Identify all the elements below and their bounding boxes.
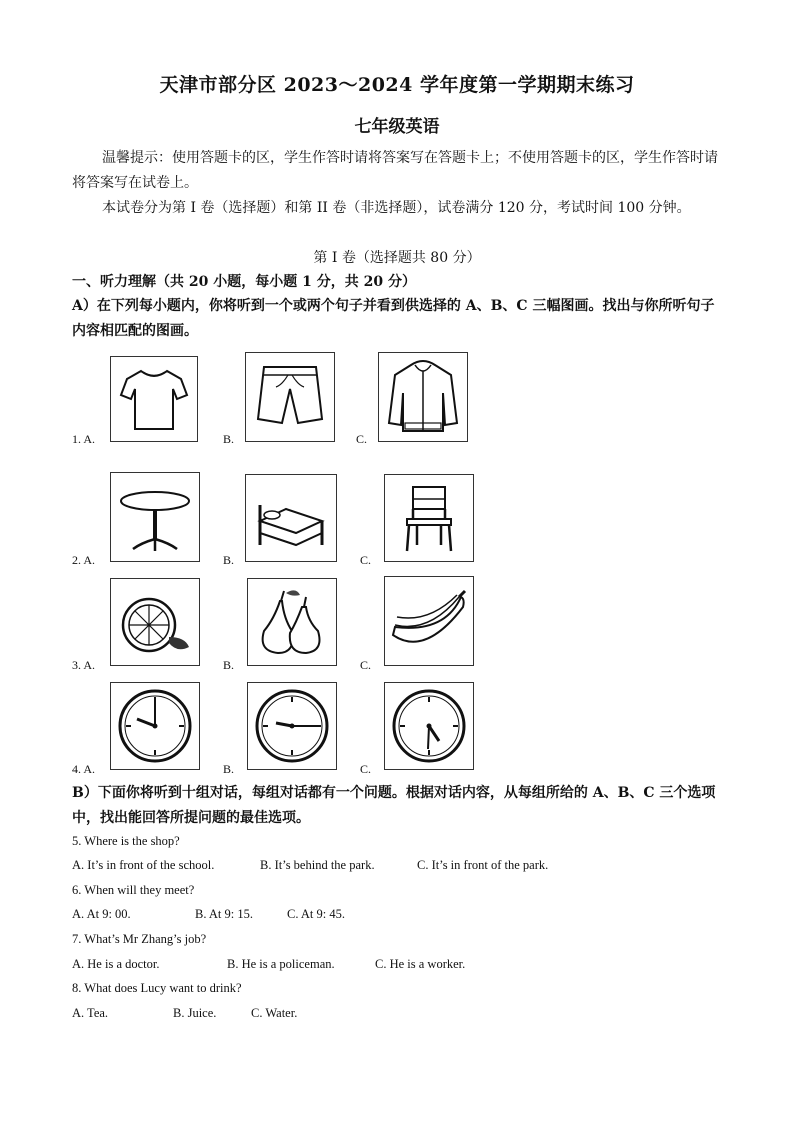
shorts-icon (246, 353, 334, 441)
notice-tip: 温馨提示：使用答题卡的区，学生作答时请将答案写在答题卡上；不使用答题卡的区，学生作答时请将答案写在试卷上。 (72, 150, 718, 191)
q1-label-b: B. (223, 432, 235, 446)
pear-icon (248, 579, 336, 665)
clock-icon (385, 683, 473, 769)
banana-icon (385, 577, 473, 665)
listening-section-title: 一、听力理解（共 20 小题，每小题 1 分，共 20 分） (72, 274, 416, 290)
question-8: 8. What does Lucy want to drink? (72, 981, 242, 995)
q1-label-c: C. (356, 432, 368, 446)
q2-picture-a[interactable] (110, 472, 200, 562)
q8-option-c: C. Water. (251, 1006, 298, 1020)
q2-label-b: B. (223, 553, 235, 567)
notice-info: 本试卷分为第 I 卷（选择题）和第 II 卷（非选择题），试卷满分 120 分，考试时间 100 分钟。 (102, 200, 691, 216)
q1-picture-c[interactable] (378, 352, 468, 442)
q4-label-c: C. (360, 762, 372, 776)
q3-label-c: C. (360, 658, 372, 672)
t-shirt-icon (111, 357, 197, 441)
q4-label-a: 4. A. (72, 762, 96, 776)
q6-option-c: C. At 9: 45. (287, 907, 345, 921)
q2-label-a: 2. A. (72, 553, 96, 567)
q4-picture-a[interactable] (110, 682, 200, 770)
q3-picture-b[interactable] (247, 578, 337, 666)
question-6: 6. When will they meet? (72, 883, 195, 897)
question-5: 5. Where is the shop? (72, 834, 180, 848)
q7-option-b: B. He is a policeman. (227, 957, 335, 971)
q3-label-a: 3. A. (72, 658, 96, 672)
q8-option-b: B. Juice. (173, 1006, 217, 1020)
jacket-icon (379, 353, 467, 441)
q1-label-a: 1. A. (72, 432, 96, 446)
section-a-instruction: A）在下列每小题内，你将听到一个或两个句子并看到供选择的 A、B、C 三幅图画。找出与你所听句子内容相匹配的图画。 (72, 298, 715, 339)
q4-picture-b[interactable] (247, 682, 337, 770)
page-subtitle: 七年级英语 (354, 117, 440, 137)
q2-picture-b[interactable] (245, 474, 337, 562)
q3-label-b: B. (223, 658, 235, 672)
section-b-instruction: B）下面你将听到十组对话，每组对话都有一个问题。根据对话内容，从每组所给的 A、B、C 三个选项中，找出能回答所提问题的最佳选项。 (72, 785, 716, 826)
q7-option-c: C. He is a worker. (375, 957, 466, 971)
clock-icon (111, 683, 199, 769)
q4-picture-c[interactable] (384, 682, 474, 770)
chair-icon (385, 475, 473, 561)
page-title: 天津市部分区 2023～2024 学年度第一学期期末练习 (159, 74, 635, 96)
part1-title: 第 I 卷（选择题共 80 分） (313, 250, 481, 266)
question-7: 7. What’s Mr Zhang’s job? (72, 932, 207, 946)
orange-icon (111, 579, 199, 665)
bed-icon (246, 475, 336, 561)
q6-option-a: A. At 9: 00. (72, 907, 131, 921)
clock-icon (248, 683, 336, 769)
q1-picture-b[interactable] (245, 352, 335, 442)
q4-label-b: B. (223, 762, 235, 776)
q5-option-a: A. It’s in front of the school. (72, 858, 215, 872)
table-icon (111, 473, 199, 561)
q5-option-c: C. It’s in front of the park. (417, 858, 549, 872)
q3-picture-c[interactable] (384, 576, 474, 666)
q7-option-a: A. He is a doctor. (72, 957, 160, 971)
q6-option-b: B. At 9: 15. (195, 907, 253, 921)
q2-picture-c[interactable] (384, 474, 474, 562)
q2-label-c: C. (360, 553, 372, 567)
q3-picture-a[interactable] (110, 578, 200, 666)
q8-option-a: A. Tea. (72, 1006, 109, 1020)
q1-picture-a[interactable] (110, 356, 198, 442)
q5-option-b: B. It’s behind the park. (260, 858, 375, 872)
